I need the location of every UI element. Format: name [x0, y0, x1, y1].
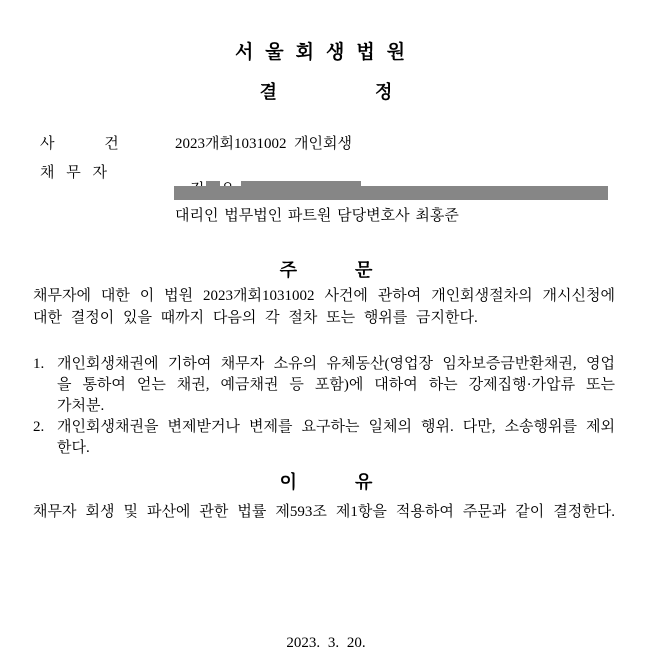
- case-number-label: 사 건: [40, 136, 119, 152]
- order-item-1-number: 1.: [33, 356, 45, 372]
- order-item-1-text: 개인회생채권에 기하여 채무자 소유의 유체동산(영업장 임차보증금반환채권, 영업을 통하여 얻는 채권, 예금채권 등 포함)에 대하여 하는 강제집행·가압류 또는 가처분.: [57, 356, 615, 414]
- reason-section-heading: 이 유: [279, 472, 373, 492]
- reason-paragraph: 채무자 회생 및 파산에 관한 법률 제593조 제1항을 적용하여 주문과 같이 결정한다.: [33, 504, 615, 520]
- order-item-list: [33, 354, 615, 459]
- order-section-heading: 주 문: [279, 260, 373, 280]
- redaction-bar-address: [174, 186, 608, 200]
- debtor-label: 채 무 자: [40, 165, 107, 181]
- court-name-title: 서울회생법원: [234, 42, 418, 63]
- order-item-2: [33, 417, 615, 459]
- order-item-2-text: 개인회생채권을 변제받거나 변제를 요구하는 일체의 행위. 다만, 소송행위를 제외한다.: [57, 419, 615, 456]
- case-number-value: 2023개회1031002 개인회생: [175, 136, 352, 152]
- representative-line: 대리인 법무법인 파트원 담당변호사 최홍준: [175, 208, 459, 224]
- order-item-2-number: 2.: [33, 419, 45, 435]
- order-paragraph: 채무자에 대한 이 법원 2023개회1031002 사건에 관하여 개인회생절차의 개시신청에 대한 결정이 있을 때까지 다음의 각 절차 또는 행위를 금지한다.: [33, 288, 615, 326]
- decision-date: 2023. 3. 20.: [286, 635, 366, 651]
- order-item-1: [33, 354, 615, 417]
- document-type-title: 결 정: [259, 82, 393, 102]
